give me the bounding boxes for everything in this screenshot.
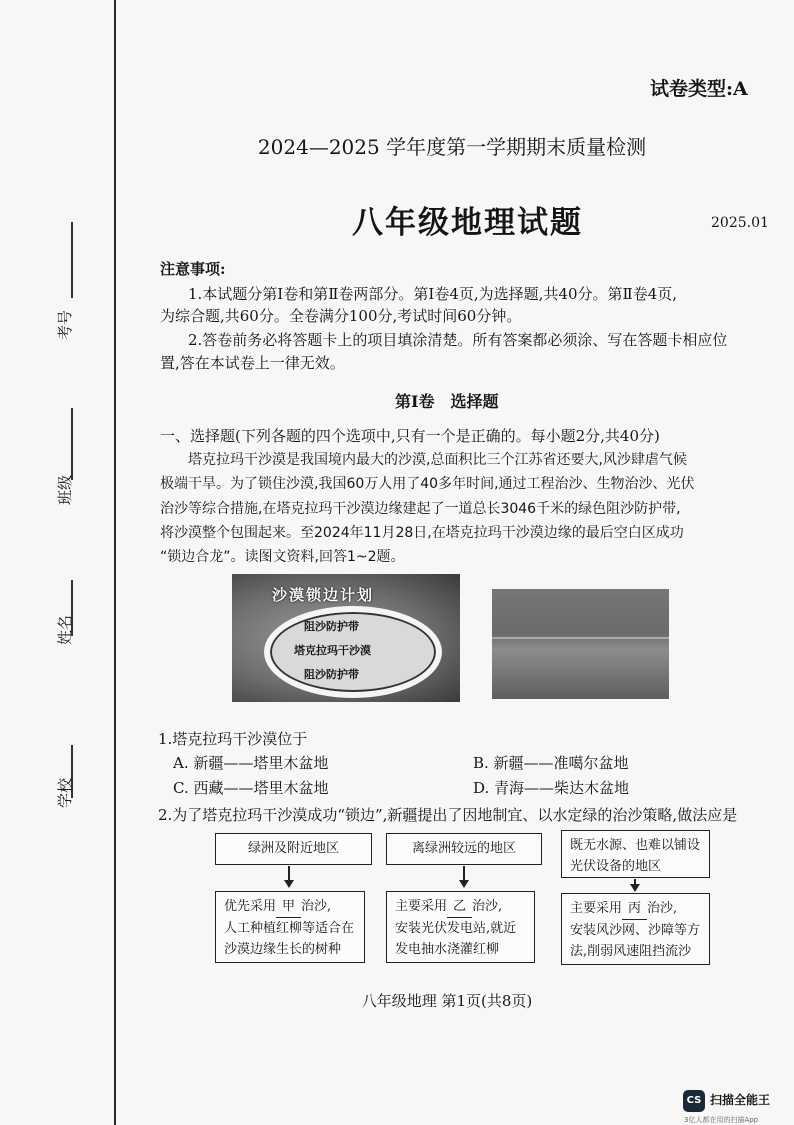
map-label-desert: 塔克拉玛干沙漠 xyxy=(294,644,371,657)
notice-item1-line2: 为综合题,共60分。全卷满分100分,考试时间60分钟。 xyxy=(160,307,522,325)
flow-arrow-1-head xyxy=(284,880,294,888)
flow-arrow-3-head xyxy=(630,884,640,892)
exam-no-underline xyxy=(71,222,73,298)
q1-option-d: D. 青海——柴达木盆地 xyxy=(473,779,630,797)
flow-top-oasis xyxy=(215,833,372,865)
flow-box-bing-line1 xyxy=(570,898,701,920)
map-label-belt-top: 阻沙防护带 xyxy=(304,620,359,633)
q2-stem: 2.为了塔克拉玛干沙漠成功“锁边”,新疆提出了因地制宜、以水定绿的治沙策略,做法应是 xyxy=(158,806,738,824)
flow-box-bing-pre: 主要采用 xyxy=(570,901,623,916)
passage-line3: 治沙等综合措施,在塔克拉玛干沙漠边缘建起了一道总长3046千米的绿色阻沙防护带, xyxy=(160,501,681,517)
blank-yi: 乙 xyxy=(447,896,472,918)
flow-box-bing xyxy=(561,893,710,965)
school-label: 学校 xyxy=(56,777,74,808)
notice-heading: 注意事项: xyxy=(160,260,226,278)
flow-box-jia-line2: 人工种植红柳等适合在 xyxy=(224,921,355,936)
flow-box-jia-line1 xyxy=(224,896,356,918)
q1-stem: 1.塔克拉玛干沙漠位于 xyxy=(158,730,308,748)
section-instruction: 一、选择题(下列各题的四个选项中,只有一个是正确的。每小题2分,共40分) xyxy=(160,427,660,445)
flow-box-bing-post: 治沙, xyxy=(647,901,678,916)
flow-top-nowater-line1: 既无水源、也难以铺设 xyxy=(570,838,701,853)
name-label: 姓名 xyxy=(56,614,74,645)
flow-box-jia-post: 治沙, xyxy=(301,899,332,914)
flow-top-oasis-text: 绿洲及附近地区 xyxy=(247,841,339,856)
exam-date: 2025.01 xyxy=(711,215,769,231)
flow-box-jia-line3: 沙漠边缘生长的树种 xyxy=(224,942,342,957)
passage-line2: 极端干旱。为了锁住沙漠,我国60万人用了40多年时间,通过工程治沙、生物治沙、光伏 xyxy=(160,476,695,492)
flow-box-yi-line1 xyxy=(395,896,526,918)
blank-bing: 丙 xyxy=(622,898,647,920)
flow-box-jia-pre: 优先采用 xyxy=(224,899,277,914)
binding-line xyxy=(114,0,116,1125)
desert-lock-map xyxy=(232,574,460,702)
class-label: 班级 xyxy=(56,474,74,505)
exam-type: 试卷类型:A xyxy=(650,78,748,100)
blank-jia: 甲 xyxy=(276,896,301,918)
flow-box-yi-line3: 发电抽水浇灌红柳 xyxy=(395,942,500,957)
camscanner-tagline: 3亿人都在用的扫描App xyxy=(684,1116,759,1124)
flow-top-nowater-line2: 光伏设备的地区 xyxy=(570,859,662,874)
section-title: 第Ⅰ卷 选择题 xyxy=(395,392,499,411)
q1-option-a: A. 新疆——塔里木盆地 xyxy=(173,754,329,772)
camscanner-name: 扫描全能王 xyxy=(710,1093,771,1107)
flow-top-far xyxy=(386,833,542,865)
passage-line4: 将沙漠整个包围起来。至2024年11月28日,在塔克拉玛干沙漠边缘的最后空白区成功 xyxy=(160,525,684,541)
page-title: 八年级地理试题 xyxy=(352,205,583,241)
exam-no-label: 考号 xyxy=(56,309,74,340)
camscanner-logo-icon: CS xyxy=(683,1090,705,1112)
photo-horizon xyxy=(492,637,669,639)
passage-line5: “锁边合龙”。读图文资料,回答1~2题。 xyxy=(160,549,405,565)
flow-arrow-2-head xyxy=(459,880,469,888)
term-title: 2024—2025 学年度第一学期期末质量检测 xyxy=(257,135,647,159)
flow-box-yi-pre: 主要采用 xyxy=(395,899,448,914)
class-underline xyxy=(71,408,73,480)
flow-box-yi-post: 治沙, xyxy=(472,899,503,914)
passage-line1: 塔克拉玛干沙漠是我国境内最大的沙漠,总面积比三个江苏省还要大,风沙肆虐气候 xyxy=(188,452,687,468)
desert-photo xyxy=(492,589,669,699)
flow-box-yi-line2: 安装光伏发电站,就近 xyxy=(395,921,517,936)
flow-top-nowater xyxy=(561,830,710,878)
page-footer: 八年级地理 第1页(共8页) xyxy=(361,992,533,1010)
flow-box-bing-line3: 法,削弱风速阻挡流沙 xyxy=(570,944,692,959)
notice-item2-line2: 置,答在本试卷上一律无效。 xyxy=(160,354,345,372)
flow-box-bing-line2: 安装风沙网、沙障等方 xyxy=(570,923,701,938)
flow-top-far-text: 离绿洲较远的地区 xyxy=(411,841,516,856)
flow-box-jia xyxy=(215,891,365,963)
map-label-belt-bottom: 阻沙防护带 xyxy=(304,668,359,681)
notice-item1-line1: 1.本试题分第Ⅰ卷和第Ⅱ卷两部分。第Ⅰ卷4页,为选择题,共40分。第Ⅱ卷4页, xyxy=(188,285,678,303)
q1-option-c: C. 西藏——塔里木盆地 xyxy=(173,779,329,797)
map-title: 沙漠锁边计划 xyxy=(272,586,375,604)
q1-option-b: B. 新疆——准噶尔盆地 xyxy=(473,754,629,772)
notice-item2-line1: 2.答卷前务必将答题卡上的项目填涂清楚。所有答案都必须涂、写在答题卡相应位 xyxy=(188,331,728,349)
flow-box-yi xyxy=(386,891,535,963)
